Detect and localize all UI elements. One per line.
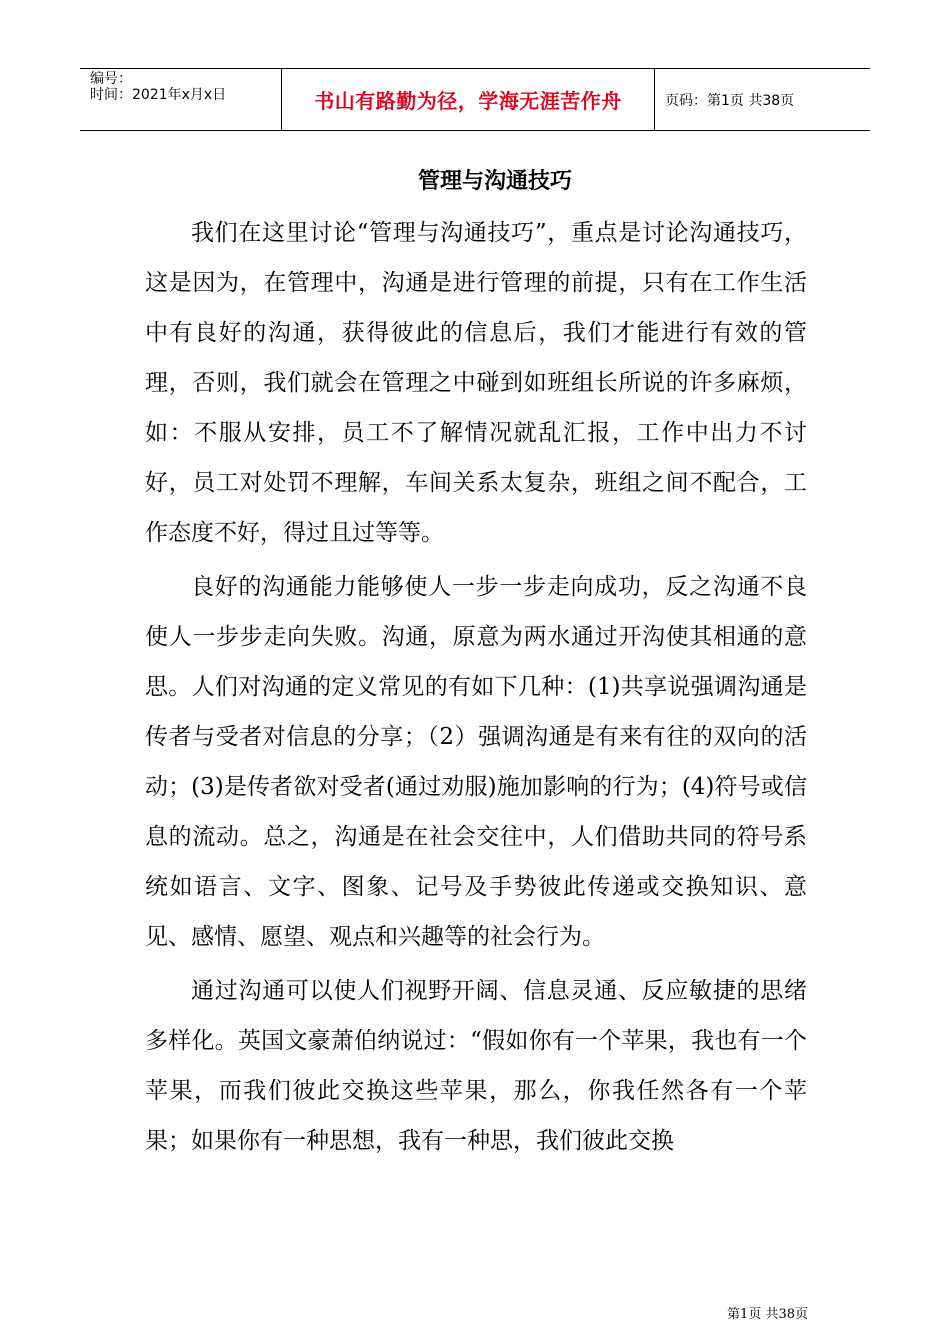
header-motto: 书山有路勤为径，学海无涯苦作舟 [314,89,622,113]
page-footer: 第1页 共38页 [727,1307,808,1322]
document-date: 时间：2021年x月x日 [90,87,227,103]
document-body [145,208,807,1170]
document-number: 编号： [90,71,132,87]
page-header [80,68,870,131]
header-motto-cell [282,69,655,130]
header-page-info-cell [655,69,870,130]
paragraph: 通过沟通可以使人们视野开阔、信息灵通、反应敏捷的思绪多样化。英国文豪萧伯纳说过：“假如你有一个苹果，我也有一个苹果，而我们彼此交换这些苹果，那么，你我任然各有一个苹果；如果你有一种思想，我有一种思，我们彼此交换 [145,978,807,1154]
document-title: 管理与沟通技巧 [417,168,572,194]
paragraph: 良好的沟通能力能够使人一步一步走向成功，反之沟通不良使人一步步走向失败。沟通，原意为两水通过开沟使其相通的意思。人们对沟通的定义常见的有如下几种：(1)共享说强调沟通是传者与受者对信息的分享；（2）强调沟通是有来有往的双向的活动；(3)是传者欲对受者(通过劝服)施加影响的行为；(4)符号或信息的流动。总之，沟通是在社会交往中，人们借助共同的符号系统如语言、文字、图象、记号及手势彼此传递或交换知识、意见、感情、愿望、观点和兴趣等的社会行为。 [145,574,807,950]
header-page-info: 页码：第1页 共38页 [665,92,795,109]
header-meta [80,69,282,130]
paragraph: 我们在这里讨论“管理与沟通技巧”，重点是讨论沟通技巧，这是因为，在管理中，沟通是进行管理的前提，只有在工作生活中有良好的沟通，获得彼此的信息后，我们才能进行有效的管理，否则，我们就会在管理之中碰到如班组长所说的许多麻烦，如：不服从安排，员工不了解情况就乱汇报，工作中出力不讨好，员工对处罚不理解，车间关系太复杂，班组之间不配合，工作态度不好，得过且过等等。 [145,220,807,546]
